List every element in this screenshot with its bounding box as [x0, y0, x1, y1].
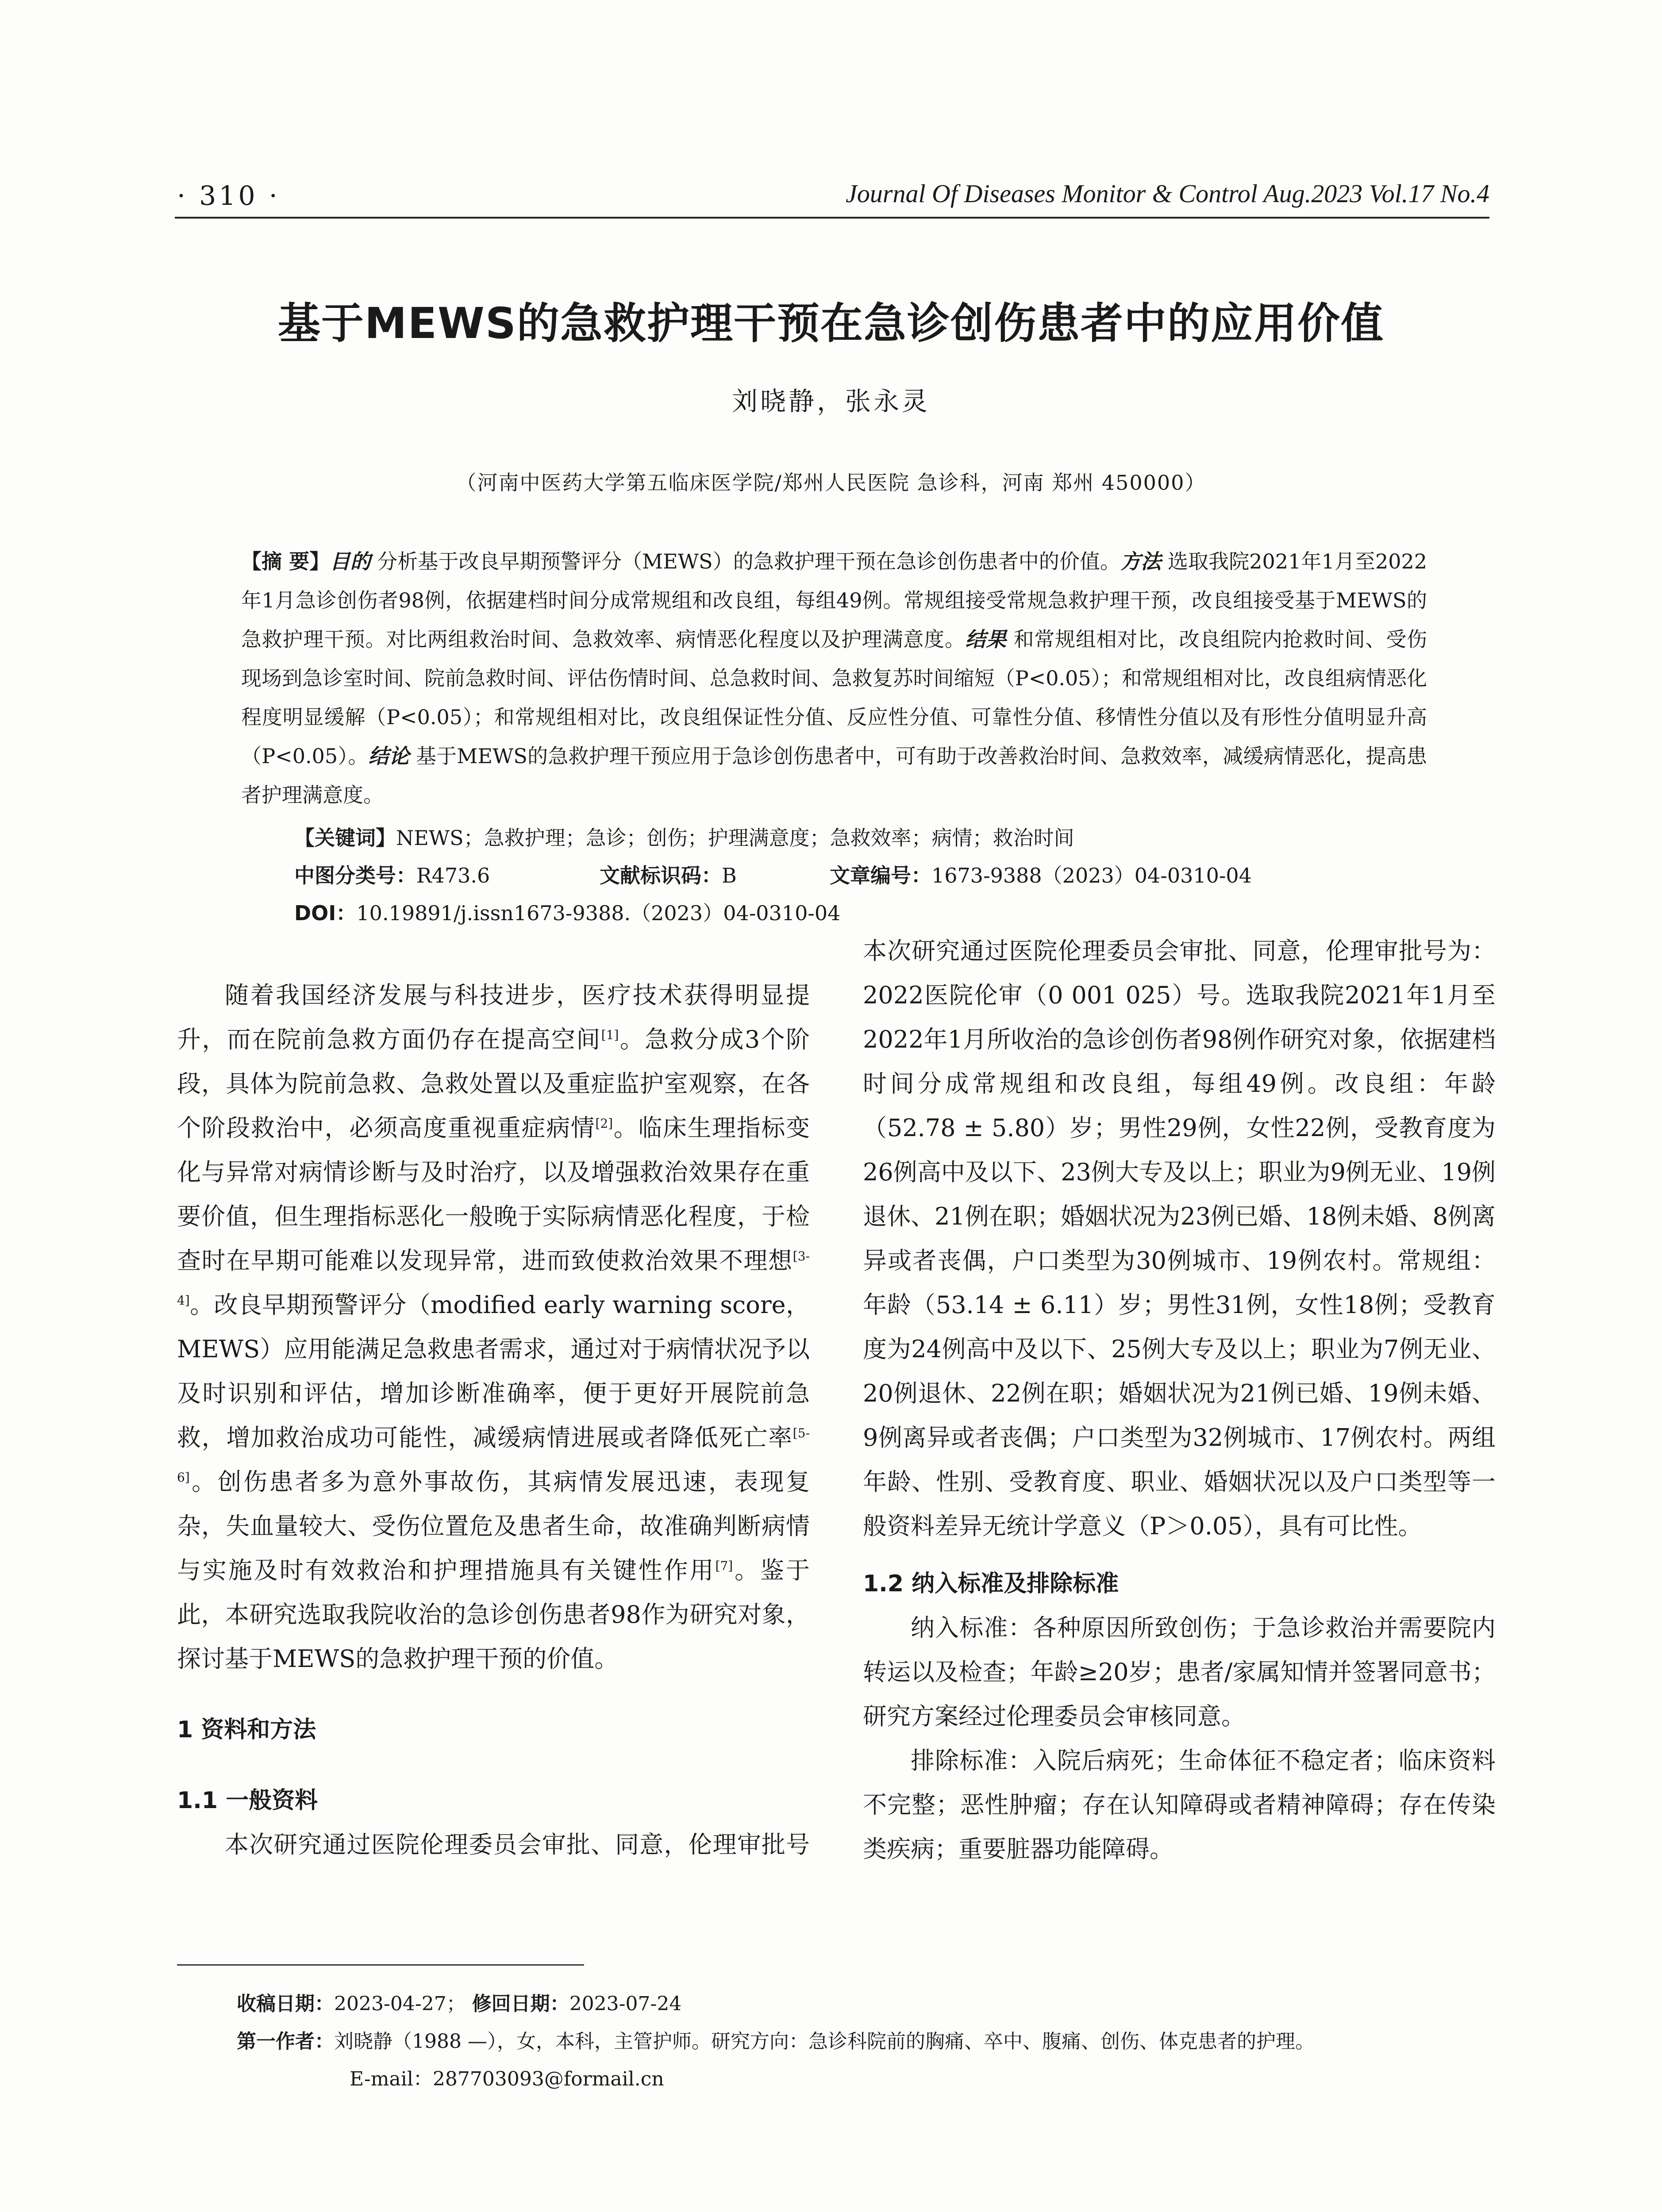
citation: [1] [601, 1028, 619, 1042]
intro-text-6: 。鉴于此，本研究选取我院收治的急诊创伤患者98作为研究对象，探讨基于MEWS的急救护理干预的价值。 [177, 1556, 810, 1673]
author-info: 刘晓静（1988 —），女，本科，主管护师。研究方向：急诊科院前的胸痛、卒中、腹痛、创伤、体克患者的护理。 [334, 2030, 1315, 2053]
section-heading-1-1: 1.1 一般资料 [177, 1787, 318, 1814]
citation: [3-4] [177, 1249, 810, 1308]
author-label: 第一作者： [237, 2030, 334, 2053]
intro-paragraph [177, 973, 810, 1681]
authors: 刘晓静，张永灵 [731, 386, 930, 416]
received-label: 收稿日期： [237, 1993, 334, 2015]
doc-code-label: 文献标识码： [600, 864, 722, 887]
objective-label: 目的 [330, 549, 371, 573]
exclusion-criteria: 排除标准：入院后病死；生命体征不稳定者；临床资料不完整；恶性肿瘤；存在认知障碍或者精神障碍；存在传染类疾病；重要脏器功能障碍。 [863, 1747, 1496, 1863]
article-no-value: 1673-9388（2023）04-0310-04 [931, 864, 1252, 887]
footnote-rule [177, 1964, 584, 1966]
citation: [2] [595, 1116, 613, 1131]
citation: [7] [715, 1559, 733, 1573]
affiliation: （河南中医药大学第五临床医学院/郑州人民医院 急诊科，河南 郑州 450000） [456, 471, 1206, 495]
first-author-note [237, 2024, 1520, 2059]
paragraph-1-1-cont [863, 929, 1496, 1548]
citation: [5-6] [177, 1426, 810, 1485]
header-rule [175, 217, 1489, 219]
method-label: 方法 [1120, 549, 1162, 573]
paragraph-1-1-text: 本次研究通过医院伦理委员会审批、同意，伦理审批号为：2022医院伦审（0 001 025）号。选取我院2021年1月至2022年1月所收治的急诊创伤者98例作研究对象，依据建档时间分成常规组和改良组，每组49例。改良组：年龄（52.78 ± 5.80）岁；男性29例，女性22例，受教育度为26例高中及以下、23例大专及以上；职业为9例无业、19例退休、21例在职；婚姻状况为23例已婚、18例未婚、8例离异或者丧偶，户口类型为30例城市、19例农村。常规组：年龄（53.14 ± 6.11）岁；男性31例，女性18例；受教育度为24例高中及以下、25例大专及以上；职业为7例无业、20例退休、22例在职；婚姻状况为21例已婚、19例未婚、9例离异或者丧偶；户口类型为32例城市、17例农村。两组年龄、性别、受教育度、职业、婚姻状况以及户口类型等一般资料差异无统计学意义（P＞0.05），具有可比性。 [863, 937, 1496, 1540]
doc-code-value: B [722, 864, 737, 887]
section-heading-1: 1 资料和方法 [177, 1717, 316, 1743]
keywords [294, 818, 1427, 857]
revised-label: 修回日期： [472, 1993, 569, 2015]
intro-text-4: 。改良早期预警评分（modified early warning score，MEWS）应用能满足急救患者需求，通过对于病情状况予以及时识别和评估，增加诊断准确率，便于更好开展院前急救，增加救治成功可能性，减缓病情进展或者降低死亡率 [177, 1291, 810, 1452]
conclusion-text: 基于MEWS的急救护理干预应用于急诊创伤患者中，可有助于改善救治时间、急救效率，减缓病情恶化，提高患者护理满意度。 [241, 744, 1427, 807]
result-text: 和常规组相对比，改良组院内抢救时间、受伤现场到急诊室时间、院前急救时间、评估伤情时间、总急救时间、急救复苏时间缩短（P<0.05）；和常规组相对比，改良组病情恶化程度明显缓解（P<0.05）；和常规组相对比，改良组保证性分值、反应性分值、可靠性分值、移情性分值以及有形性分值明显升高（P<0.05）。 [241, 627, 1427, 768]
intro-text-3: 。临床生理指标变化与异常对病情诊断与及时治疗，以及增强救治效果存在重要价值，但生理指标恶化一般晚于实际病情恶化程度，于检查时在早期可能难以发现异常，进而致使救治效果不理想 [177, 1114, 810, 1275]
intro-text-2: 。急救分成3个阶段，具体为院前急救、急救处置以及重症监护室观察，在各个阶段救治中，必须高度重视重症病情 [177, 1025, 810, 1142]
doi-line [294, 894, 1427, 933]
clc-label: 中图分类号： [294, 864, 416, 887]
result-label: 结果 [965, 627, 1007, 651]
section-heading-1-2: 1.2 纳入标准及排除标准 [863, 1571, 1119, 1597]
conclusion-label: 结论 [368, 744, 410, 768]
keywords-text: NEWS；急救护理；急诊；创伤；护理满意度；急救效率；病情；救治时间 [396, 826, 1074, 850]
revised-date: 2023-07-24 [569, 1993, 682, 2015]
inclusion-criteria: 纳入标准：各种原因所致创伤；于急诊救治并需要院内转运以及检查；年龄≥20岁；患者/家属知情并签署同意书；研究方案经过伦理委员会审核同意。 [863, 1614, 1496, 1730]
received-date: 2023-04-27； [334, 1993, 466, 2015]
intro-text-5: 。创伤患者多为意外事故伤，其病情发展迅速，表现复杂，失血量较大、受伤位置危及患者生命，故准确判断病情与实施及时有效救治和护理措施具有关键性作用 [177, 1468, 810, 1584]
method-text: 选取我院2021年1月至2022年1月急诊创伤者98例，依据建档时间分成常规组和改良组，每组49例。常规组接受常规急救护理干预，改良组接受基于MEWS的急救护理干预。对比两组救治时间、急救效率、病情恶化程度以及护理满意度。 [241, 549, 1427, 651]
body-column-left [177, 973, 810, 1867]
page-number: · 310 · [177, 180, 280, 211]
article-no-label: 文章编号： [830, 864, 931, 887]
keywords-label: 【关键词】 [294, 826, 396, 850]
author-email: E-mail：287703093@formail.cn [350, 2068, 664, 2090]
journal-header: Journal Of Diseases Monitor & Control Aug.2023 Vol.17 No.4 [846, 179, 1489, 208]
classification-line [294, 856, 1427, 895]
received-dates [237, 1986, 1520, 2022]
body-column-right [863, 937, 1496, 1871]
intro-text-1: 随着我国经济发展与科技进步，医疗技术获得明显提升，而在院前急救方面仍存在提高空间 [177, 981, 810, 1053]
doi-value: 10.19891/j.issn1673-9388.（2023）04-0310-04 [356, 901, 841, 925]
article-title: 基于MEWS的急救护理干预在急诊创伤患者中的应用价值 [277, 299, 1385, 348]
paragraph-1-1: 本次研究通过医院伦理委员会审批、同意，伦理审批号 [225, 1831, 810, 1859]
abstract [241, 542, 1427, 814]
doi-label: DOI： [294, 901, 357, 925]
objective-text: 分析基于改良早期预警评分（MEWS）的急救护理干预在急诊创伤患者中的价值。 [377, 549, 1121, 573]
abstract-tag: 【摘 要】 [241, 549, 330, 573]
clc-value: R473.6 [416, 864, 490, 887]
